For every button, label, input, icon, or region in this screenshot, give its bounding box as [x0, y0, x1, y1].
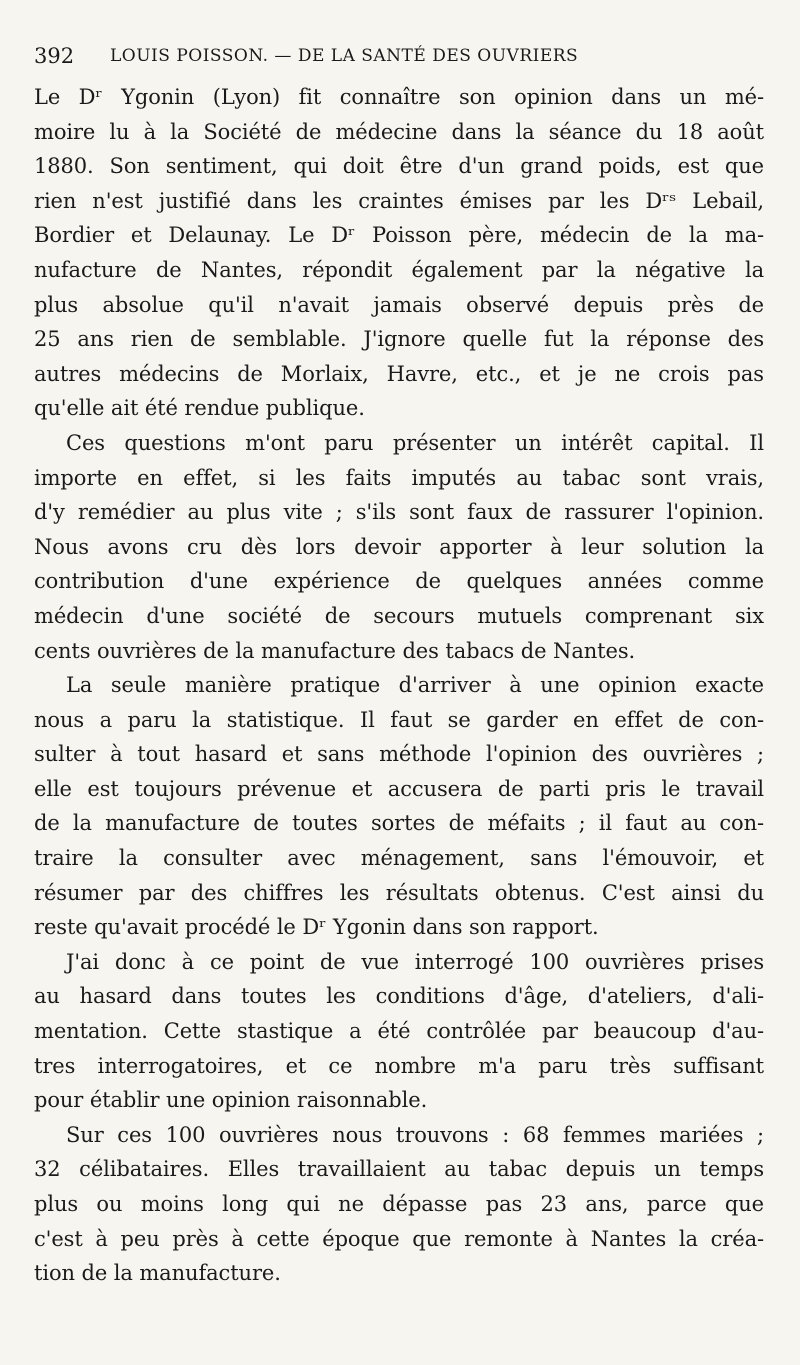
text-line: tion de la manufacture.	[34, 1261, 281, 1286]
text-line: c'est à peu près à cette époque que remonte à Nantes la créa-	[34, 1226, 764, 1251]
text-line: au hasard dans toutes les conditions d'âge, d'ateliers, d'ali-	[34, 984, 764, 1009]
text-line: médecin d'une société de secours mutuels comprenant six	[34, 603, 764, 628]
text-line: de la manufacture de toutes sortes de méfaits ; il faut au con-	[34, 811, 764, 836]
text-line: résumer par des chiffres les résultats obtenus. C'est ainsi du	[34, 880, 764, 905]
text-line: 1880. Son sentiment, qui doit être d'un grand poids, est que	[34, 154, 764, 179]
text-line: importe en effet, si les faits imputés au tabac sont vrais,	[34, 465, 764, 490]
text-line: Bordier et Delaunay. Le Dʳ Poisson père, médecin de la ma-	[34, 223, 764, 248]
text-line: sulter à tout hasard et sans méthode l'opinion des ouvrières ;	[34, 742, 764, 767]
page-header	[34, 38, 764, 74]
page-number: 392	[34, 44, 75, 68]
text-line: Le Dʳ Ygonin (Lyon) fit connaître son opinion dans un mé-	[34, 85, 764, 109]
text-line: qu'elle ait été rendue publique.	[34, 396, 365, 421]
text-line: plus ou moins long qui ne dépasse pas 23 ans, parce que	[34, 1192, 764, 1216]
text-line: rien n'est justifié dans les craintes émises par les Dʳˢ Lebail,	[34, 188, 764, 213]
text-line: nufacture de Nantes, répondit également par la négative la	[34, 257, 764, 282]
text-line: traire la consulter avec ménagement, sans l'émouvoir, et	[34, 846, 764, 871]
text-line: pour établir une opinion raisonnable.	[34, 1088, 428, 1113]
text-line: J'ai donc à ce point de vue interrogé 100 ouvrières prises	[66, 949, 764, 974]
text-line: reste qu'avait procédé le Dʳ Ygonin dans son rapport.	[34, 915, 599, 940]
text-line: autres médecins de Morlaix, Havre, etc., et je ne crois pas	[34, 361, 764, 386]
text-line: d'y remédier au plus vite ; s'ils sont faux de rassurer l'opinion.	[34, 500, 764, 525]
text-line: contribution d'une expérience de quelques années comme	[34, 569, 764, 594]
text-line: tres interrogatoires, et ce nombre m'a paru très suffisant	[34, 1053, 764, 1078]
text-line: nous a paru la statistique. Il faut se garder en effet de con-	[34, 707, 764, 732]
text-line: Nous avons cru dès lors devoir apporter à leur solution la	[34, 534, 764, 559]
body-text	[34, 80, 764, 1291]
text-line: 25 ans rien de semblable. J'ignore quelle fut la réponse des	[34, 327, 764, 352]
text-line: plus absolue qu'il n'avait jamais observé depuis près de	[34, 292, 764, 317]
text-line: 32 célibataires. Elles travaillaient au tabac depuis un temps	[34, 1157, 764, 1182]
text-line: elle est toujours prévenue et accusera de parti pris le travail	[34, 776, 764, 801]
text-line: Ces questions m'ont paru présenter un intérêt capital. Il	[66, 430, 764, 455]
text-line: moire lu à la Société de médecine dans la séance du 18 août	[34, 119, 764, 144]
text-line: Sur ces 100 ouvrières nous trouvons : 68 femmes mariées ;	[66, 1122, 764, 1147]
text-line: mentation. Cette stastique a été contrôlée par beaucoup d'au-	[34, 1019, 764, 1044]
running-title: LOUIS POISSON. — DE LA SANTÉ DES OUVRIERS	[110, 46, 579, 66]
text-line: cents ouvrières de la manufacture des tabacs de Nantes.	[34, 638, 636, 663]
text-line: La seule manière pratique d'arriver à une opinion exacte	[66, 673, 764, 698]
